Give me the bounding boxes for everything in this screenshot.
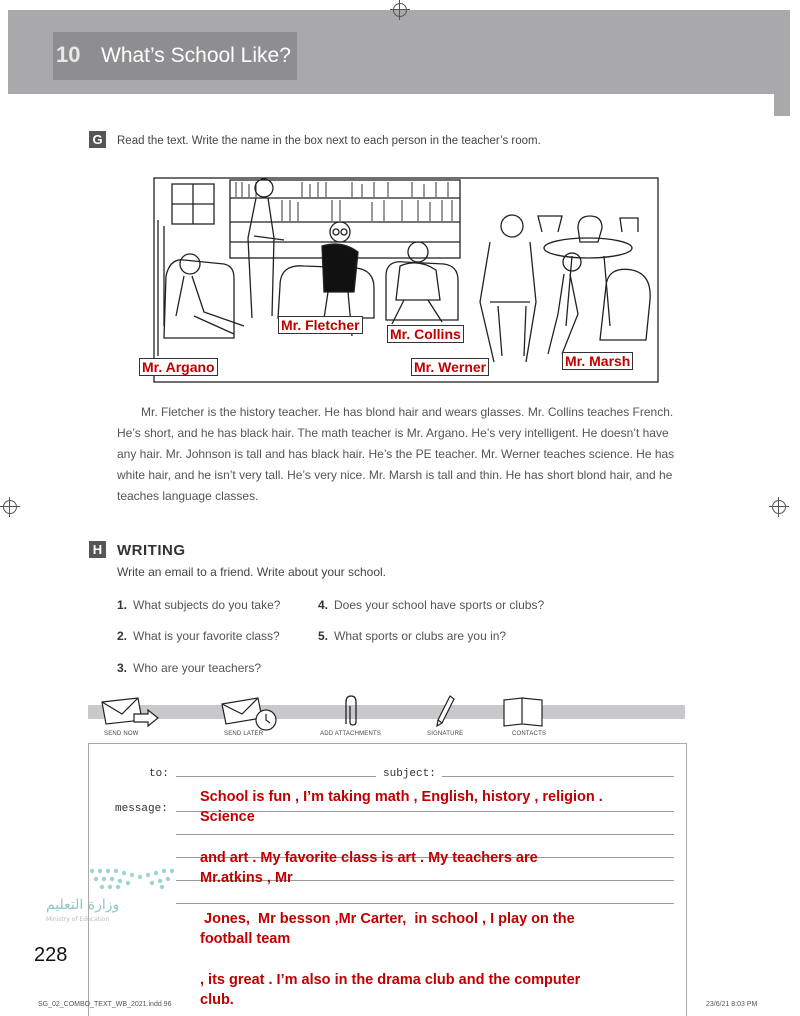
message-text-line[interactable]: Jones, Mr besson ,Mr Carter, in school , I play on the [200,911,575,927]
section-g-paragraph: Mr. Fletcher is the history teacher. He has blond hair and wears glasses. Mr. Collins teaches French. He’s short, and he has black hair. The math teacher is Mr. Argano. He’s very intelligent. He doesn’t have any hair. Mr. Johnson is tall and has black hair. He’s the PE teacher. Mr. Werner teaches science. He has white hair, and he isn’t very tall. He’s very nice. Mr. Marsh is tall and thin. He has short blond hair, and he teaches language classes. [117,405,675,503]
attachment-icon[interactable] [338,694,362,728]
unit-title: What’s School Like? [101,44,291,67]
question-3: 3. Who are your teachers? [117,661,262,675]
message-line [176,834,674,835]
to-label: to: [149,768,169,780]
name-label-marsh: Mr. Marsh [562,352,633,370]
question-1: 1. What subjects do you take? [117,598,281,612]
message-line [176,903,674,904]
send-now-icon[interactable] [98,696,160,728]
section-h-instruction: Write an email to a friend. Write about your school. [117,565,387,579]
question-5: 5. What sports or clubs are you in? [318,629,507,643]
subject-label: subject: [383,768,436,780]
send-later-label[interactable]: SEND LATER [224,731,264,737]
writing-heading: WRITING [117,542,186,559]
signature-pen-icon[interactable] [434,694,458,728]
send-now-label[interactable]: SEND NOW [104,731,139,737]
watermark-english-text: Ministry of Education [46,916,110,923]
unit-number: 10 [56,42,81,67]
add-attachments-label[interactable]: ADD ATTACHMENTS [320,731,382,737]
message-text-line[interactable]: Mr.atkins , Mr [200,870,293,886]
crop-mark-icon [3,500,17,514]
question-2: 2. What is your favorite class? [117,629,280,643]
message-text-line[interactable]: , its great . I’m also in the drama club and the computer [200,972,581,988]
crop-mark-icon [772,500,786,514]
message-text-line[interactable]: School is fun , I’m taking math , English, history , religion . [200,789,603,805]
question-4: 4. Does your school have sports or clubs? [318,598,545,612]
message-text-line[interactable]: and art . My favorite class is art . My teachers are [200,850,538,866]
message-label: message: [115,803,168,815]
to-field[interactable] [176,776,376,777]
section-h-badge: H [89,541,106,558]
page-number: 228 [34,944,68,966]
signature-label[interactable]: SIGNATURE [427,731,464,737]
email-toolbar [88,705,685,719]
message-text-line[interactable]: football team [200,931,291,947]
subject-field[interactable] [442,776,674,777]
contacts-book-icon[interactable] [500,694,548,728]
name-label-fletcher: Mr. Fletcher [278,316,363,334]
footer-file-name: SG_02_COMBO_TEXT_WB_2021.indd 96 [38,1001,172,1008]
message-text-line[interactable]: Science [200,809,255,825]
message-text-line[interactable]: club. [200,992,234,1008]
footer-date: 23/6/21 8:03 PM [706,1001,758,1008]
send-later-icon[interactable] [218,696,280,732]
name-label-argano: Mr. Argano [139,358,218,376]
header-tab [774,94,790,116]
name-label-werner: Mr. Werner [411,358,489,376]
section-g-instruction: Read the text. Write the name in the box next to each person in the teacher’s room. [117,135,541,147]
watermark-arabic-text: وزارة التعليم [46,897,120,913]
crop-mark-icon [393,3,407,17]
section-g-badge: G [89,131,106,148]
name-label-collins: Mr. Collins [387,325,464,343]
contacts-label[interactable]: CONTACTS [512,731,547,737]
ministry-logo-watermark [42,865,192,925]
